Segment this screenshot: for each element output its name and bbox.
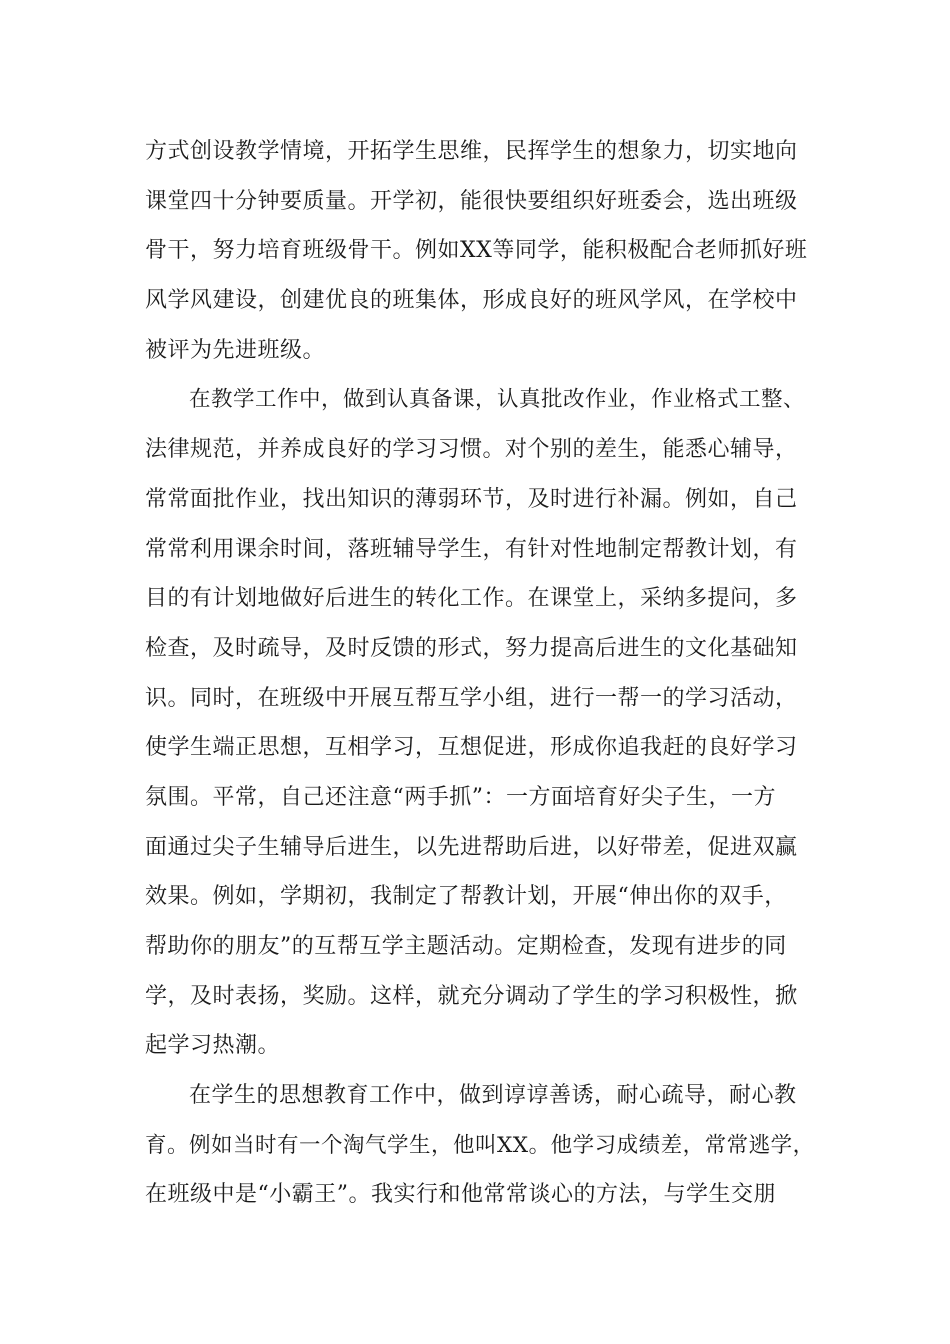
text-line: 在班级中是“小霸王”。我实行和他常常谈心的方法，与学生交朋 xyxy=(145,1182,776,1208)
text-line: 使学生端正思想，互相学习，互想促进，形成你追我赶的良好学习 xyxy=(145,735,798,761)
text-line: 在教学工作中，做到认真备课，认真批改作业，作业格式工整、 xyxy=(189,387,806,413)
text-line: 育。例如当时有一个淘气学生，他叫XX。他学习成绩差，常常逃学， xyxy=(145,1132,815,1158)
text-line: 学，及时表扬，奖励。这样，就充分调动了学生的学习积极性，掀 xyxy=(145,983,798,1009)
text-line: 课堂四十分钟要质量。开学初，能很快要组织好班委会，选出班级 xyxy=(145,188,798,214)
text-line: 检查，及时疏导，及时反馈的形式，努力提高后进生的文化基础知 xyxy=(145,635,798,661)
text-line: 帮助你的朋友”的互帮互学主题活动。定期检查，发现有进步的同 xyxy=(145,934,787,959)
text-line: 方式创设教学情境，开拓学生思维，民挥学生的想象力，切实地向 xyxy=(145,139,798,164)
text-line: 效果。例如，学期初，我制定了帮教计划，开展“伸出你的双手， xyxy=(145,884,787,910)
text-line: 起学习热潮。 xyxy=(145,1033,281,1059)
text-line: 氛围。平常，自己还注意“两手抓”：一方面培育好尖子生，一方 xyxy=(145,784,776,810)
text-line: 法律规范，并养成良好的学习习惯。对个别的差生，能悉心辅导， xyxy=(145,437,798,463)
text-line: 面通过尖子生辅导后进生，以先进帮助后进，以好带差，促进双赢 xyxy=(145,834,798,860)
text-line: 常常面批作业，找出知识的薄弱环节，及时进行补漏。例如，自己 xyxy=(145,486,798,512)
document-body xyxy=(145,127,815,1220)
text-line: 被评为先进班级。 xyxy=(145,337,326,363)
text-line: 骨干，努力培育班级骨干。例如XX等同学，能积极配合老师抓好班 xyxy=(145,238,808,264)
text-line: 常常利用课余时间，落班辅导学生，有针对性地制定帮教计划，有 xyxy=(145,536,798,562)
text-line: 风学风建设，创建优良的班集体，形成良好的班风学风，在学校中 xyxy=(145,288,798,314)
text-line: 识。同时，在班级中开展互帮互学小组，进行一帮一的学习活动， xyxy=(145,685,798,711)
text-line: 目的有计划地做好后进生的转化工作。在课堂上，采纳多提问，多 xyxy=(145,586,798,612)
text-line: 在学生的思想教育工作中，做到谆谆善诱，耐心疏导，耐心教 xyxy=(189,1083,797,1109)
